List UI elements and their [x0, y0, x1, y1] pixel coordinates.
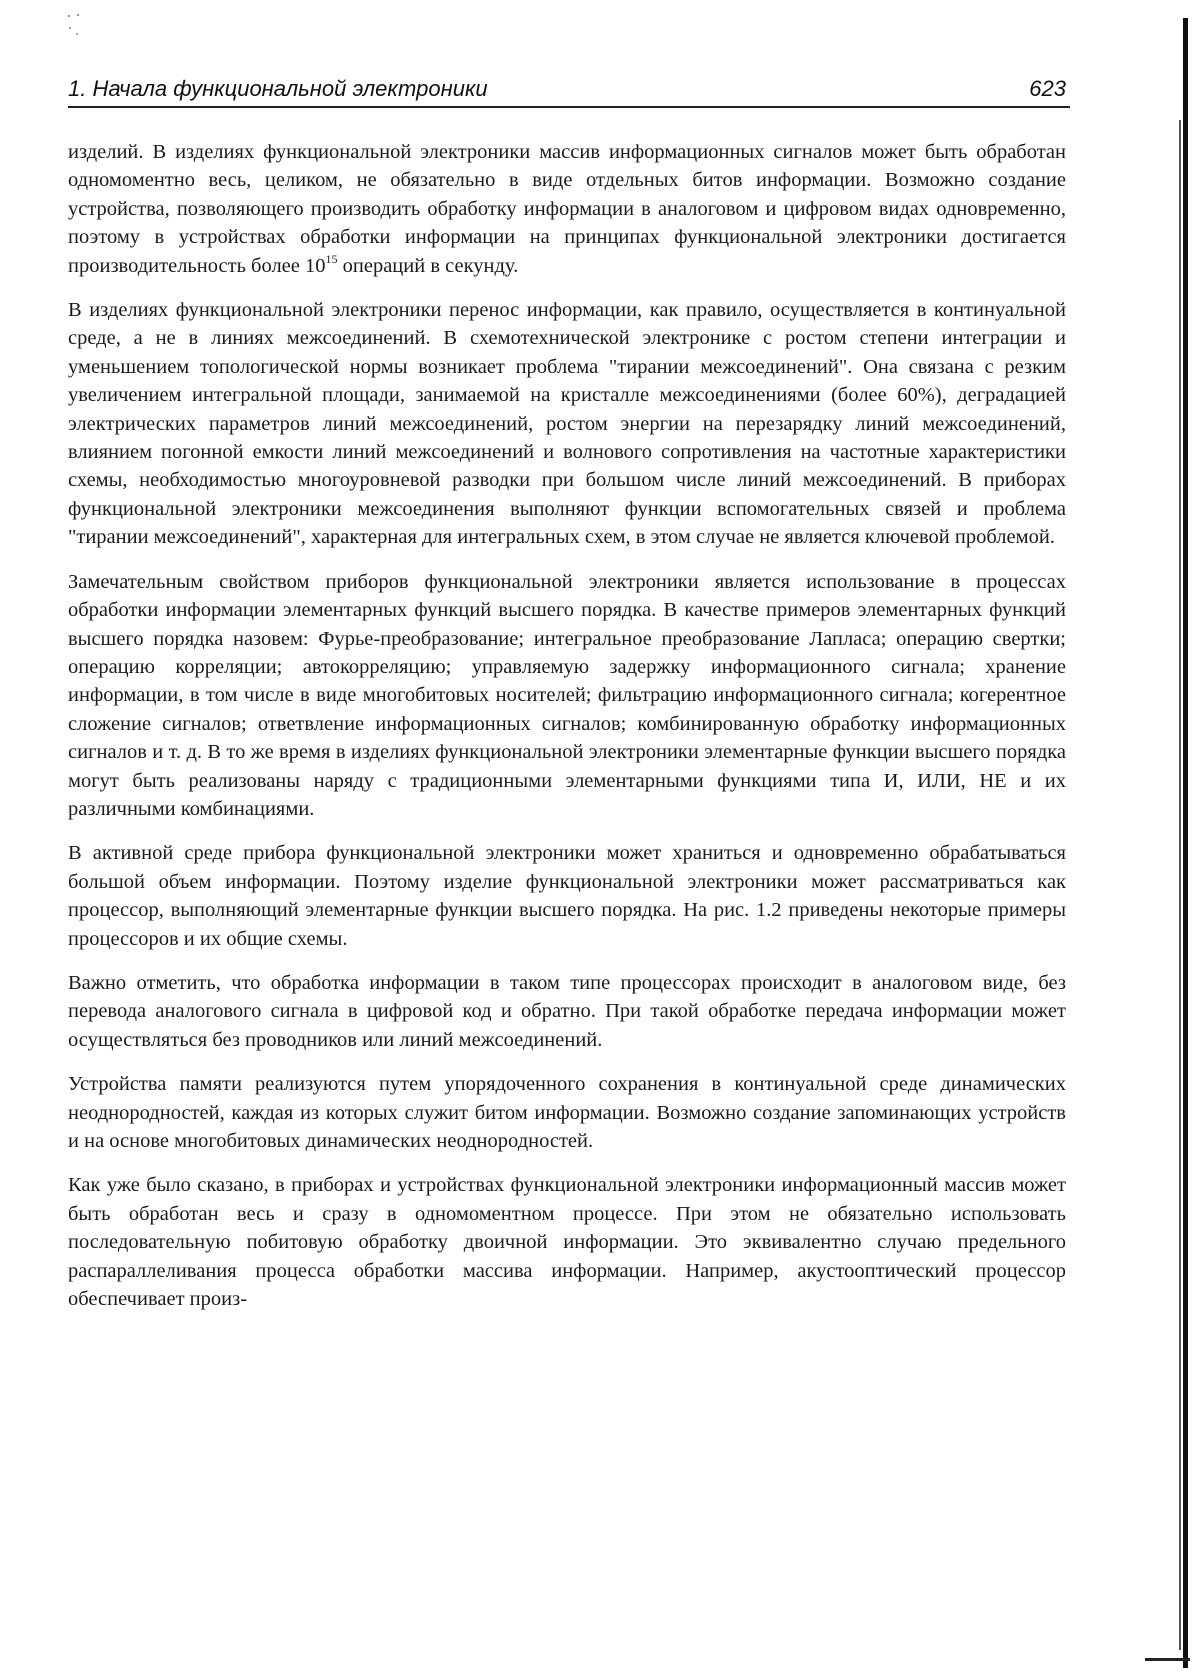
paragraph-7: Как уже было сказано, в приборах и устройствах функциональной электроники информационный массив может быть обработан весь и сразу в одномоментном процессе. При этом не обязательно использовать последовательную побитовую обработку двоичной информации. Это эквивалентно случаю предельного распараллеливания процесса обработки массива информации. Например, акустооптический процессор обеспечивает произ-	[68, 1174, 1066, 1311]
page-number: 623	[1029, 76, 1066, 101]
scan-edge-thin	[1179, 120, 1181, 1650]
paragraph-3: Замечательным свойством приборов функциональной электроники является использование в процессах обработки информации элементарных функций высшего порядка. В качестве примеров элементарных функций высшего порядка назовем: Фурье-преобразование; интегральное преобразование Лапласа; операцию свертки; операцию корреляции; автокорреляцию; управляемую задержку информационного сигнала; хранение информации, в том числе в виде многобитовых носителей; фильтрацию информационного сигнала; когерентное сложение сигналов; ответвление информационных сигналов; комбинированную обработку информационных сигналов и т. д. В то же время в изделиях функциональной электроники элементарные функции высшего порядка могут быть реализованы наряду с традиционными элементарными функциями типа И, ИЛИ, НЕ и их различными комбинациями.	[68, 570, 1066, 820]
paragraph-1-tail: операций в секунду.	[337, 254, 519, 277]
running-header	[68, 76, 1070, 108]
paragraph-2: В изделиях функциональной электроники перенос информации, как правило, осуществляется в континуальной среде, а не в линиях межсоединений. В схемотехнической электронике с ростом степени интеграции и уменьшением топологической нормы возникает проблема "тирании межсоединений". Она связана с резким увеличением интегральной площади, занимаемой на кристалле межсоединениями (более 60%), деградацией электрических параметров линий межсоединений, ростом энергии на перезарядку линий межсоединений, влиянием погонной емкости линий межсоединений и волнового сопротивления на частотные характеристики схемы, необходимостью многоуровневой разводки при большом числе линий межсоединений. В приборах функциональной электроники межсоединения выполняют функции вспомогательных связей и проблема "тирании межсоединений", характерная для интегральных схем, в этом случае не является ключевой проблемой.	[68, 299, 1066, 549]
scan-edge-foot	[1145, 1658, 1190, 1661]
scan-artifact-dots	[66, 12, 84, 40]
paragraph-4: В активной среде прибора функциональной электроники может храниться и одновременно обрабатываться большой объем информации. Поэтому изделие функциональной электроники может рассматриваться как процессор, выполняющий элементарные функции высшего порядка. На рис. 1.2 приведены некоторые примеры процессоров и их общие схемы.	[68, 842, 1066, 950]
paragraph-6: Устройства памяти реализуются путем упорядоченного сохранения в континуальной среде динамических неоднородностей, каждая из которых служит битом информации. Возможно создание запоминающих устройств и на основе многобитовых динамических неоднородностей.	[68, 1073, 1066, 1152]
exponent: 15	[325, 251, 338, 266]
paragraph-5: Важно отметить, что обработка информации в таком типе процессорах происходит в аналоговом виде, без перевода аналогового сигнала в цифровой код и обратно. При такой обработке передача информации может осуществляться без проводников или линий межсоединений.	[68, 971, 1066, 1051]
chapter-title: 1. Начала функциональной электроники	[68, 76, 488, 101]
scan-edge-bar	[1183, 18, 1188, 1668]
body-text	[68, 138, 1066, 1329]
paragraph-1	[68, 138, 1066, 280]
paragraph-1-text: изделий. В изделиях функциональной электроники массив информационных сигналов может быть обработан одномоментно весь, целиком, не обязательно в виде отдельных битов информации. Возможно создание устройства, позволяющего производить обработку информации в аналоговом и цифровом видах одновременно, поэтому в устройствах обработки информации на принципах функциональной электроники достигается производительность более 10	[68, 141, 1066, 277]
